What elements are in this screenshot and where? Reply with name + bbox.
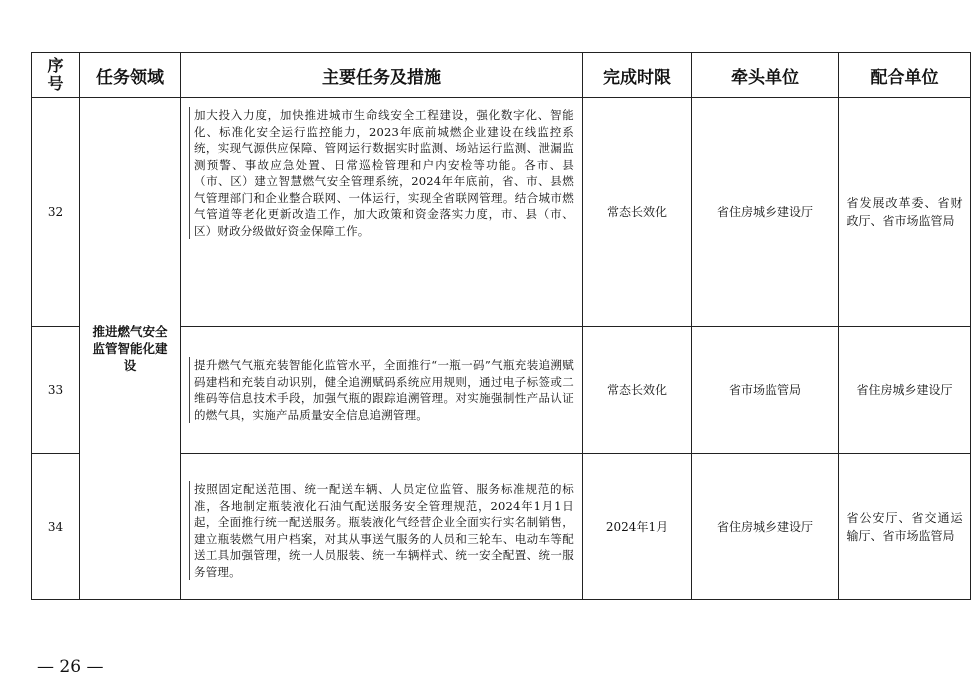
task-measures-text: 按照固定配送范围、统一配送车辆、人员定位监管、服务标准规范的标准，各地制定瓶装液化石油气配送服务安全管理规范，2024年1月1日起，全面推行统一配送服务。瓶装液化气经营企业全面实行实名制销售，建立瓶装燃气用户档案，对其从事送气服务的人员和三轮车、电动车等配送工具加强管理，统一人员服装、统一车辆样式、统一安全配置、统一服务管理。 [189,481,576,580]
coop-unit-cell: 省发展改革委、省财政厅、省市场监管局 [839,98,971,327]
header-seq: 序号 [32,53,80,98]
deadline-cell: 常态长效化 [583,98,692,327]
table-row [32,98,971,327]
coop-unit-cell: 省公安厅、省交通运输厅、省市场监管局 [839,454,971,600]
row-number: 32 [32,98,80,327]
task-table [31,52,971,600]
task-area-label: 推进燃气安全监管智能化建设 [80,98,181,600]
task-measures-text: 提升燃气气瓶充装智能化监管水平，全面推行“一瓶一码”气瓶充装追溯赋码建档和充装自动识别，健全追溯赋码系统应用规则，通过电子标签或二维码等信息技术手段，加强气瓶的跟踪追溯管理。对实施强制性产品认证的燃气具，实施产品质量安全信息追溯管理。 [189,357,576,423]
header-coop: 配合单位 [839,53,971,98]
lead-unit-cell: 省住房城乡建设厅 [692,454,839,600]
coop-unit-cell: 省住房城乡建设厅 [839,327,971,454]
task-measures-text: 加大投入力度，加快推进城市生命线安全工程建设，强化数字化、智能化、标准化安全运行监控能力，2023年底前城燃企业建设在线监控系统，实现气源供应保障、管网运行数据实时监测、场站运行监测、泄漏监测预警、事故应急处置、日常巡检管理和户内安检等功能。各市、县（市、区）建立智慧燃气安全管理系统，2024年年底前，省、市、县燃气管理部门和企业整合联网、一体运行，实现全省联网管理。结合城市燃气管道等老化更新改造工作，加大政策和资金落实力度，市、县（市、区）财政分级做好资金保障工作。 [189,107,576,239]
page-number: — 26 — [37,657,104,677]
header-task: 主要任务及措施 [181,53,583,98]
deadline-cell: 2024年1月 [583,454,692,600]
lead-unit-cell: 省市场监管局 [692,327,839,454]
header-deadline: 完成时限 [583,53,692,98]
deadline-cell: 常态长效化 [583,327,692,454]
lead-unit-cell: 省住房城乡建设厅 [692,98,839,327]
row-number: 33 [32,327,80,454]
task-measures-cell [181,454,583,600]
header-lead: 牵头单位 [692,53,839,98]
header-area: 任务领域 [80,53,181,98]
row-number: 34 [32,454,80,600]
header-row [32,53,971,98]
task-measures-cell [181,98,583,327]
task-measures-cell [181,327,583,454]
